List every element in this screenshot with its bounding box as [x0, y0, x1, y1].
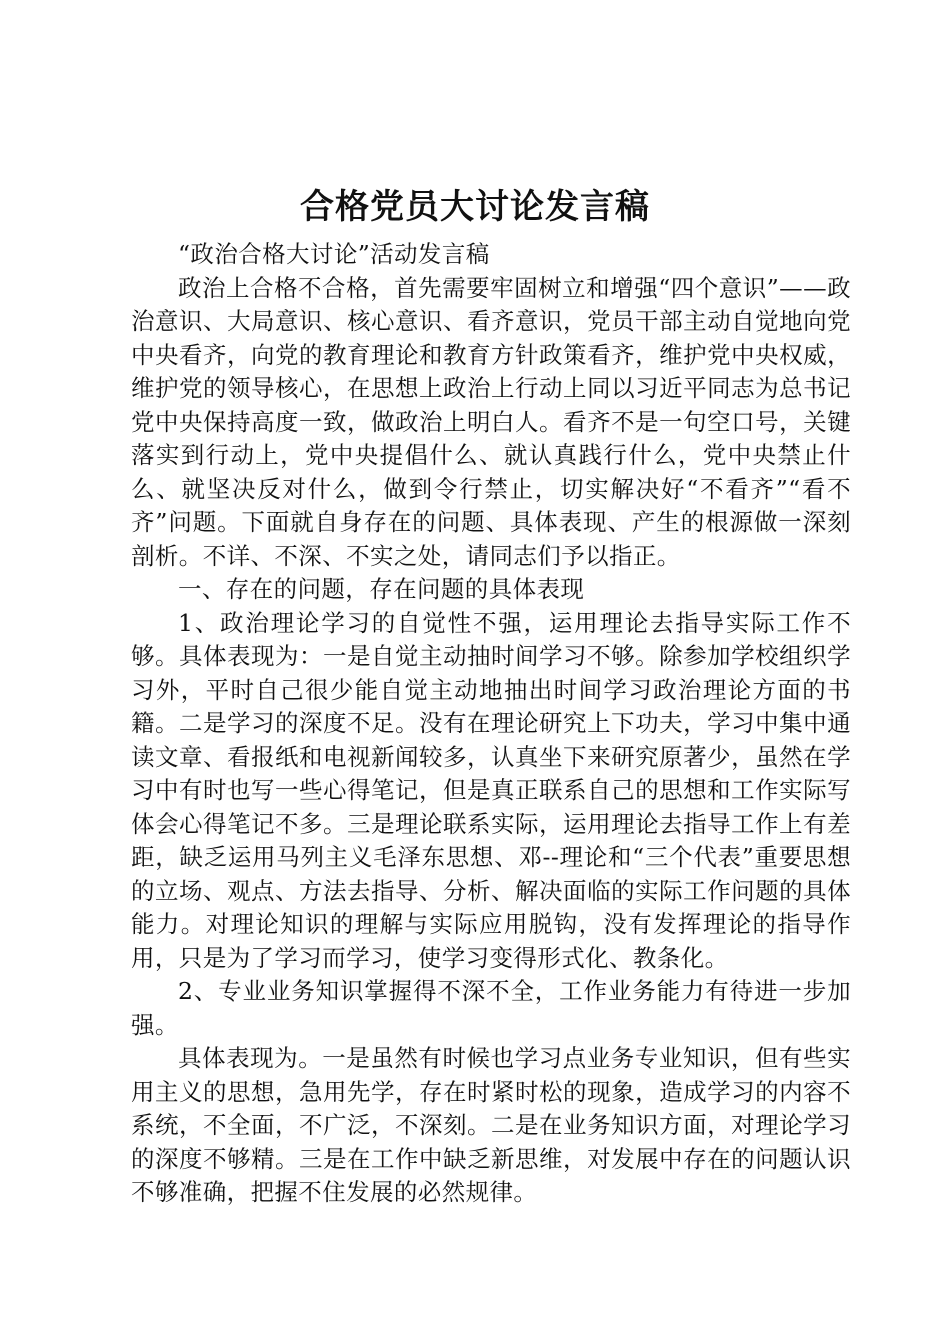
- section-heading: 一、存在的问题，存在问题的具体表现: [178, 575, 585, 603]
- body-paragraph: 政治上合格不合格，首先需要牢固树立和增强“四个意识”——政治意识、大局意识、核心意识、看齐意识，党员干部主动自觉地向党中央看齐，向党的教育理论和教育方针政策看齐，维护党中央权威，维护党的领导核心，在思想上政治上行动上同以习近平同志为总书记党中央保持高度一致，做政治上明白人。看齐不是一句空口号，关键落实到行动上，党中央提倡什么、就认真践行什么，党中央禁止什么、就坚决反对什么，做到令行禁止，切实解决好“不看齐”“看不齐”问题。下面就自身存在的问题、具体表现、产生的根源做一深刻剖析。不详、不深、不实之处，请同志们予以指正。: [131, 273, 851, 570]
- body-paragraph: 1、政治理论学习的自觉性不强，运用理论去指导实际工作不够。具体表现为：一是自觉主动抽时间学习不够。除参加学校组织学习外，平时自己很少能自觉主动地抽出时间学习政治理论方面的书籍。二是学习的深度不足。没有在理论研究上下功夫，学习中集中通读文章、看报纸和电视新闻较多，认真坐下来研究原著少，虽然在学习中有时也写一些心得笔记，但是真正联系自己的思想和工作实际写体会心得笔记不多。三是理论联系实际，运用理论去指导工作上有差距，缺乏运用马列主义毛泽东思想、邓--理论和“三个代表”重要思想的立场、观点、方法去指导、分析、解决面临的实际工作问题的具体能力。对理论知识的理解与实际应用脱钩，没有发挥理论的指导作用，只是为了学习而学习，使学习变得形式化、教条化。: [131, 608, 851, 972]
- body-paragraph: 2、专业业务知识掌握得不深不全，工作业务能力有待进一步加强。: [131, 977, 851, 1039]
- document-title: 合格党员大讨论发言稿: [300, 187, 650, 227]
- body-paragraph: 具体表现为。一是虽然有时候也学习点业务专业知识，但有些实用主义的思想，急用先学，存在时紧时松的现象，造成学习的内容不系统，不全面，不广泛，不深刻。二是在业务知识方面，对理论学习的深度不够精。三是在工作中缺乏新思维，对发展中存在的问题认识不够准确，把握不住发展的必然规律。: [131, 1044, 851, 1206]
- document-body: [131, 238, 851, 1210]
- subtitle-paragraph: “政治合格大讨论”活动发言稿: [178, 240, 490, 268]
